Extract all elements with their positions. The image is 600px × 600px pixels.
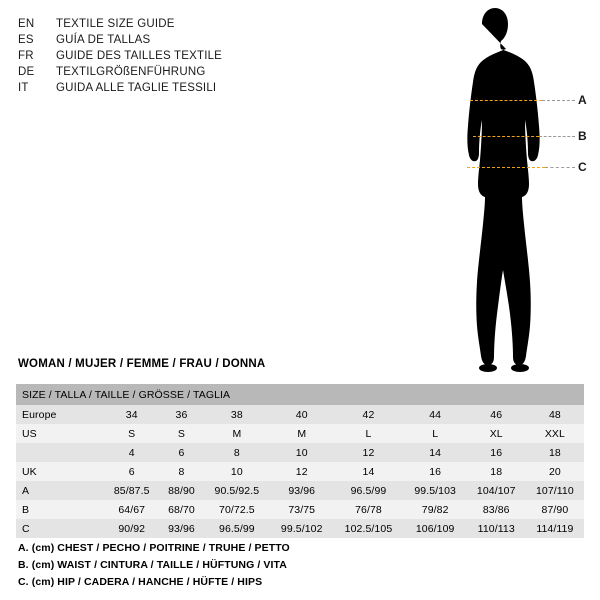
- cell: 8: [159, 462, 203, 481]
- cell: 64/67: [104, 500, 159, 519]
- size-table: [16, 384, 584, 538]
- cell: 93/96: [159, 519, 203, 538]
- cell: 106/109: [404, 519, 467, 538]
- language-row-it: [18, 80, 318, 96]
- cell: 70/72.5: [203, 500, 270, 519]
- language-title: GUIDA ALLE TAGLIE TESSILI: [56, 82, 217, 94]
- cell: 96.5/99: [333, 481, 403, 500]
- row-label: UK: [16, 462, 104, 481]
- cell: 48: [526, 405, 584, 424]
- cell: 16: [404, 462, 467, 481]
- language-code: DE: [18, 66, 35, 78]
- cell: 36: [159, 405, 203, 424]
- legend-line-b: B. (cm) WAIST / CINTURA / TAILLE / HÜFTUNG / VITA: [18, 559, 287, 571]
- row-label: US: [16, 424, 104, 443]
- cell: 79/82: [404, 500, 467, 519]
- row-label: B: [16, 500, 104, 519]
- language-title: GUIDE DES TAILLES TEXTILE: [56, 50, 223, 62]
- cell: 10: [270, 443, 333, 462]
- cell: 110/113: [467, 519, 526, 538]
- row-label: C: [16, 519, 104, 538]
- cell: 6: [159, 443, 203, 462]
- pointer-line-hip: [545, 167, 575, 168]
- foot-right: [511, 364, 529, 372]
- female-silhouette-figure: [430, 8, 590, 378]
- legend-line-c: C. (cm) HIP / CADERA / HANCHE / HÜFTE / HIPS: [18, 576, 263, 588]
- cell: 38: [203, 405, 270, 424]
- cell: 46: [467, 405, 526, 424]
- cell: M: [270, 424, 333, 443]
- cell: 87/90: [526, 500, 584, 519]
- cell: L: [404, 424, 467, 443]
- cell: 90.5/92.5: [203, 481, 270, 500]
- cell: 68/70: [159, 500, 203, 519]
- cell: 99.5/103: [404, 481, 467, 500]
- legend-line-a: A. (cm) CHEST / PECHO / POITRINE / TRUHE / PETTO: [18, 542, 290, 554]
- cell: 12: [333, 443, 403, 462]
- cell: 4: [104, 443, 159, 462]
- pointer-line-chest: [542, 100, 575, 101]
- cell: M: [203, 424, 270, 443]
- cell: 12: [270, 462, 333, 481]
- language-code: ES: [18, 34, 34, 46]
- cell: 42: [333, 405, 403, 424]
- table-header-row: [16, 384, 584, 405]
- table-row: [16, 462, 584, 481]
- cell: 16: [467, 443, 526, 462]
- pointer-line-waist: [539, 136, 575, 137]
- language-row-es: [18, 32, 318, 48]
- language-code: FR: [18, 50, 34, 62]
- row-label: A: [16, 481, 104, 500]
- cell: 18: [467, 462, 526, 481]
- cell: 90/92: [104, 519, 159, 538]
- cell: 93/96: [270, 481, 333, 500]
- table-row: [16, 405, 584, 424]
- language-code: IT: [18, 82, 29, 94]
- cell: 8: [203, 443, 270, 462]
- measure-label-b: B: [578, 129, 587, 143]
- cell: 14: [404, 443, 467, 462]
- foot-left: [479, 364, 497, 372]
- language-row-de: [18, 64, 318, 80]
- measure-line-waist: [473, 136, 539, 137]
- measure-label-c: C: [578, 160, 587, 174]
- measurement-legend: [18, 540, 290, 591]
- measure-label-a: A: [578, 93, 587, 107]
- cell: 107/110: [526, 481, 584, 500]
- cell: 40: [270, 405, 333, 424]
- cell: 34: [104, 405, 159, 424]
- cell: 88/90: [159, 481, 203, 500]
- cell: 102.5/105: [333, 519, 403, 538]
- row-label: Europe: [16, 405, 104, 424]
- cell: S: [104, 424, 159, 443]
- cell: 114/119: [526, 519, 584, 538]
- table-row: [16, 424, 584, 443]
- measure-line-hip: [467, 167, 545, 168]
- cell: L: [333, 424, 403, 443]
- cell: 76/78: [333, 500, 403, 519]
- language-row-fr: [18, 48, 318, 64]
- cell: 6: [104, 462, 159, 481]
- cell: 99.5/102: [270, 519, 333, 538]
- cell: 73/75: [270, 500, 333, 519]
- cell: 83/86: [467, 500, 526, 519]
- cell: 85/87.5: [104, 481, 159, 500]
- table-header-label: SIZE / TALLA / TAILLE / GRÖSSE / TAGLIA: [16, 384, 584, 405]
- language-code: EN: [18, 18, 35, 30]
- cell: 18: [526, 443, 584, 462]
- table-row: [16, 443, 584, 462]
- cell: 96.5/99: [203, 519, 270, 538]
- table-row: [16, 519, 584, 538]
- cell: 44: [404, 405, 467, 424]
- cell: S: [159, 424, 203, 443]
- language-title: TEXTILGRÖßENFÜHRUNG: [56, 66, 206, 78]
- cell: XL: [467, 424, 526, 443]
- silhouette-icon: [430, 8, 590, 378]
- cell: XXL: [526, 424, 584, 443]
- cell: 20: [526, 462, 584, 481]
- measure-line-chest: [470, 100, 542, 101]
- section-title-woman: WOMAN / MUJER / FEMME / FRAU / DONNA: [18, 358, 266, 370]
- size-table-wrapper: [16, 384, 584, 538]
- row-label: [16, 443, 104, 462]
- language-title: TEXTILE SIZE GUIDE: [56, 18, 175, 30]
- cell: 10: [203, 462, 270, 481]
- cell: 104/107: [467, 481, 526, 500]
- table-row: [16, 481, 584, 500]
- language-title: GUÍA DE TALLAS: [56, 34, 151, 46]
- table-row: [16, 500, 584, 519]
- language-header: [18, 16, 318, 96]
- cell: 14: [333, 462, 403, 481]
- language-row-en: [18, 16, 318, 32]
